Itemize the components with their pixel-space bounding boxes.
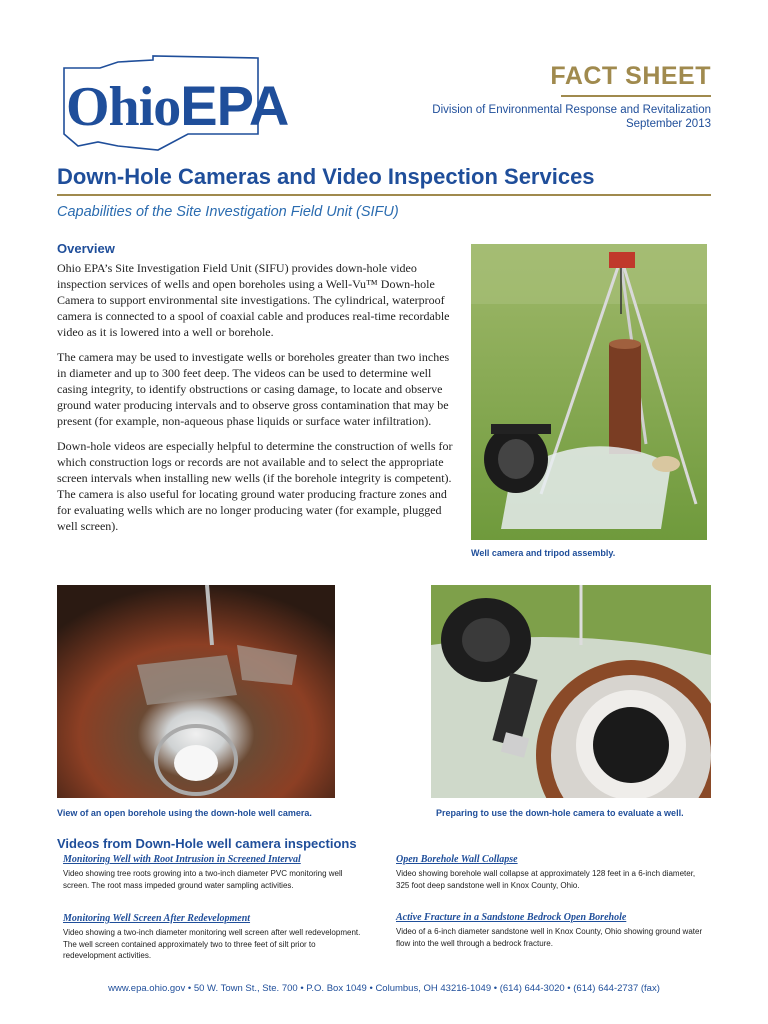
tripod-photo: [471, 244, 707, 540]
overview-paragraph: Ohio EPA’s Site Investigation Field Unit (SIFU) provides down-hole video inspection services of wells and open boreholes using a Well-Vu™ Down-hole Camera to support environmental site investigations. The cylindrical, waterproof camera is connected to a spool of coaxial cable and produces real-time recordable video as it is lowered into a well or borehole.: [57, 261, 450, 339]
video-link-wall-collapse[interactable]: Open Borehole Wall Collapse: [396, 854, 518, 865]
video-description: Video showing tree roots growing into a two-inch diameter PVC monitoring well screen. The root mass impeded ground water sampling activities.: [63, 869, 343, 890]
video-link-screen-redevelopment[interactable]: Monitoring Well Screen After Redevelopment: [63, 913, 251, 924]
ohio-epa-logo: [58, 54, 318, 154]
logo-ohio: Ohio: [66, 76, 181, 138]
preparing-photo: [431, 585, 711, 798]
header-rule: [561, 95, 711, 97]
video-description: Video showing a two-inch diameter monitoring well screen after well redevelopment. The well screen contained approximately two to three feet of silt prior to redevelopment activities.: [63, 928, 361, 960]
page-title: Down-Hole Cameras and Video Inspection Services: [57, 164, 595, 189]
publish-date: September 2013: [625, 118, 711, 130]
video-item: [63, 853, 363, 891]
video-item: [63, 912, 363, 962]
video-link-active-fracture[interactable]: Active Fracture in a Sandstone Bedrock Open Borehole: [396, 912, 627, 923]
video-description: Video showing borehole wall collapse at approximately 128 feet in a 6-inch diameter, 325 foot deep sandstone well in Knox County, Ohio.: [396, 869, 696, 890]
page-subtitle: Capabilities of the Site Investigation Field Unit (SIFU): [57, 204, 399, 220]
video-item: [396, 911, 706, 949]
video-item: [396, 853, 706, 891]
borehole-photo: [57, 585, 335, 798]
overview-paragraph: Down-hole videos are especially helpful to determine the construction of wells for which construction logs or records are not available and to select the appropriate screen intervals when installing new wells (if the borehole integrity is competent). The camera is also useful for locating ground water producing fracture zones and for evaluating wells which are no longer producing water (for example, plugged well screen).: [57, 439, 453, 533]
logo-epa: EPA: [180, 74, 289, 137]
fact-sheet-label: FACT SHEET: [550, 62, 711, 90]
overview-body: [57, 260, 457, 543]
preparing-caption: Preparing to use the down-hole camera to evaluate a well.: [436, 808, 684, 818]
footer-contact: www.epa.ohio.gov • 50 W. Town St., Ste. 700 • P.O. Box 1049 • Columbus, OH 43216-1049 • (614) 644-3020 • (614) 644-2737 (fax): [108, 983, 660, 994]
overview-heading: Overview: [57, 241, 115, 256]
video-link-root-intrusion[interactable]: Monitoring Well with Root Intrusion in Screened Interval: [63, 854, 301, 865]
video-description: Video of a 6-inch diameter sandstone well in Knox County, Ohio showing ground water flow into the well through a bedrock fracture.: [396, 927, 703, 948]
tripod-caption: Well camera and tripod assembly.: [471, 548, 616, 558]
overview-paragraph: The camera may be used to investigate wells or boreholes greater than two inches in diameter and up to 300 feet deep. The videos can be used to determine well casing integrity, to identify obstructions or casing damage, to locate and observe ground water producing intervals and to observe gross contamination that may be present (for example, non-aqueous phase liquids or surface water infiltration).: [57, 350, 450, 428]
videos-heading: Videos from Down-Hole well camera inspections: [57, 836, 357, 851]
header-block: [432, 62, 711, 131]
borehole-caption: View of an open borehole using the down-hole well camera.: [57, 808, 312, 818]
title-rule: [57, 194, 711, 196]
division-name: Division of Environmental Response and Revitalization: [432, 104, 711, 116]
